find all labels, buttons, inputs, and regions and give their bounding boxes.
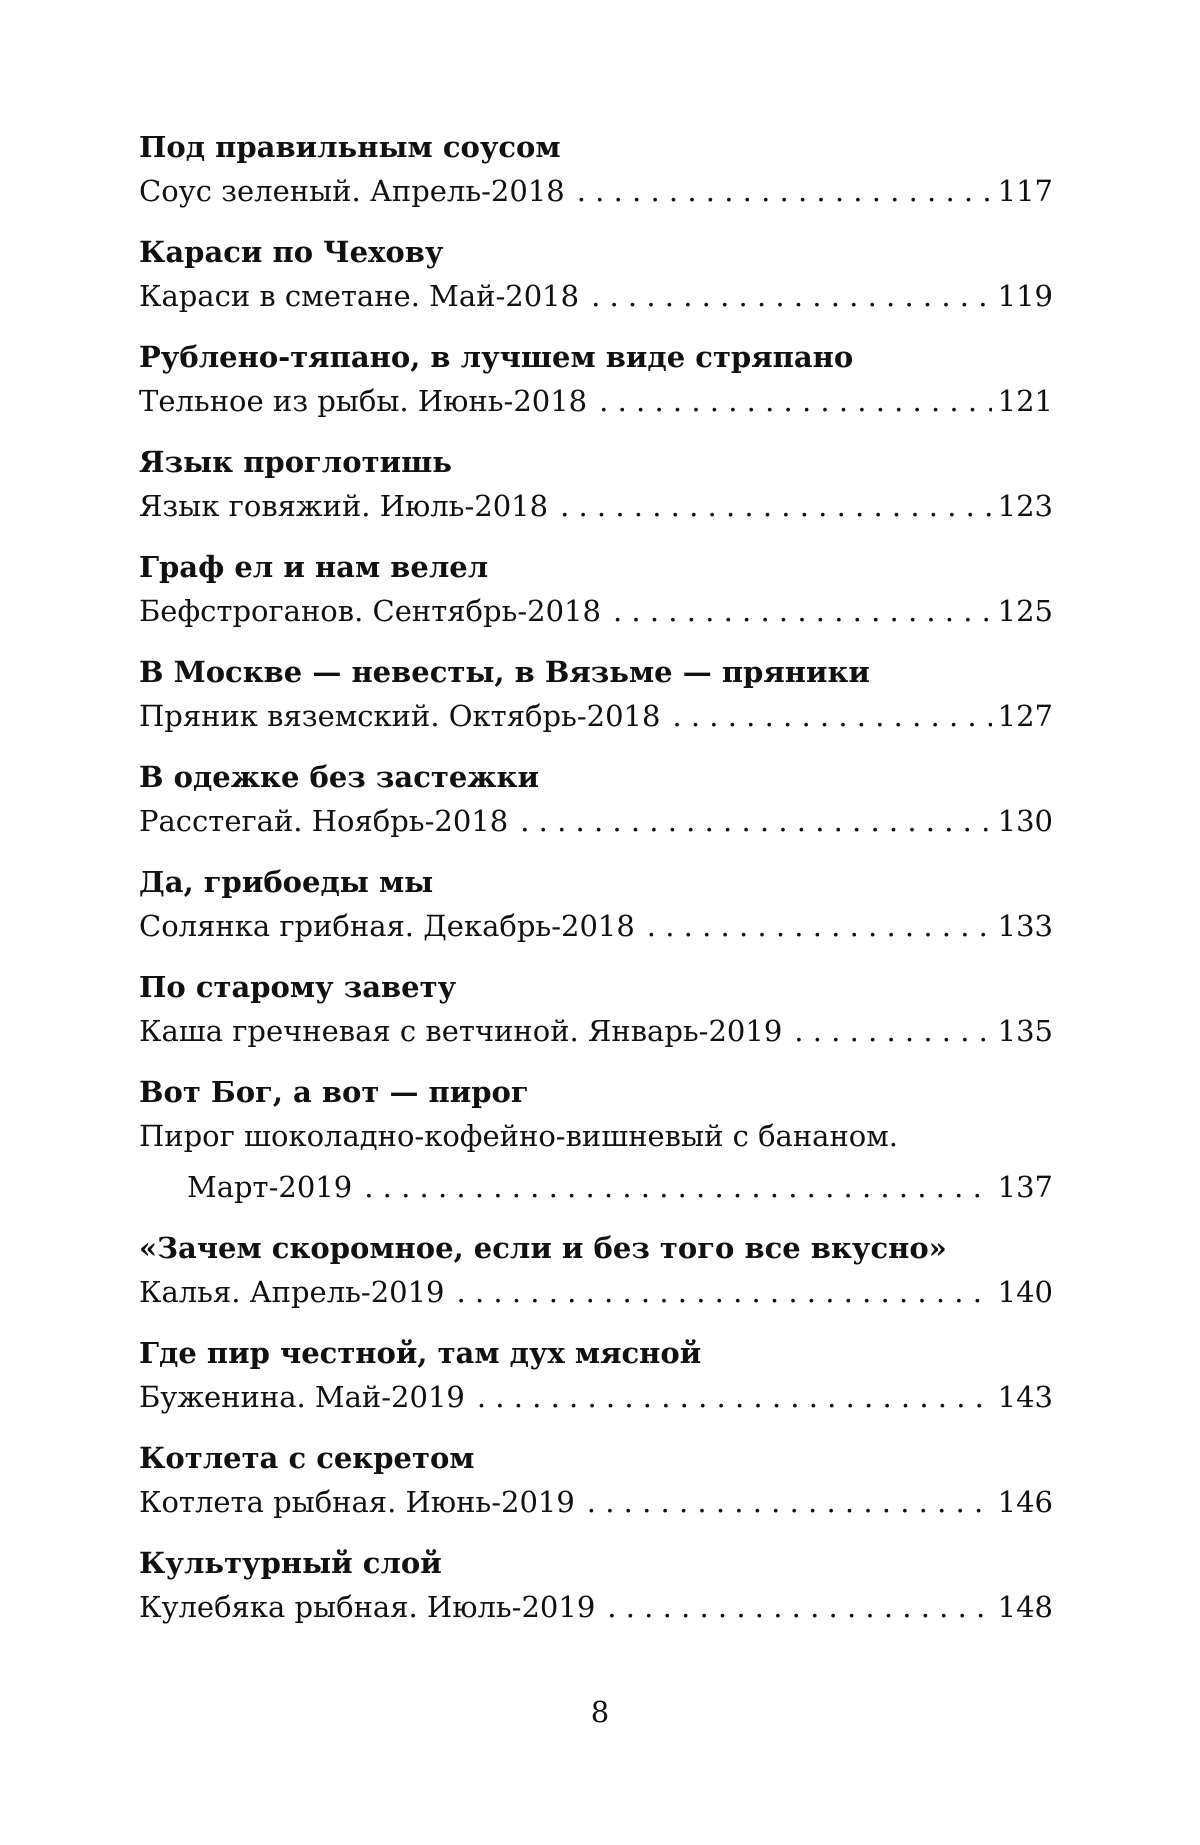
toc-line[interactable]: [139, 901, 1053, 952]
toc-page-number: 148: [997, 1590, 1053, 1624]
toc-entry: [139, 1439, 1053, 1528]
toc-line[interactable]: [139, 1372, 1053, 1423]
toc-line[interactable]: [139, 1267, 1053, 1318]
toc-heading: «Зачем скоромное, если и без того все вкусно»: [139, 1231, 947, 1265]
toc-heading: Граф ел и нам велел: [139, 550, 489, 584]
toc-entry: [139, 338, 1053, 427]
toc-title: Тельное из рыбы. Июнь-2018: [139, 384, 588, 418]
toc-line[interactable]: [139, 1477, 1053, 1528]
toc-title: Солянка грибная. Декабрь-2018: [139, 909, 635, 943]
toc-page-number: 137: [997, 1170, 1053, 1204]
toc-title: Караси в сметане. Май-2018: [139, 279, 580, 313]
toc-page-number: 146: [997, 1485, 1053, 1519]
dot-leader: [560, 481, 992, 532]
toc-page-number: 143: [997, 1380, 1053, 1414]
toc-title: Буженина. Май-2019: [139, 1380, 465, 1414]
toc-line[interactable]: [139, 481, 1053, 532]
toc-line[interactable]: [139, 691, 1053, 742]
dot-leader: [607, 1582, 991, 1633]
toc-entry: [139, 233, 1053, 322]
toc-heading: В Москве — невесты, в Вязьме — пряники: [139, 655, 870, 689]
toc-title: Расстегай. Ноябрь-2018: [139, 804, 509, 838]
toc-heading: Под правильным соусом: [139, 130, 561, 164]
toc-title: Язык говяжий. Июль-2018: [139, 489, 549, 523]
toc-title: Каша гречневая с ветчиной. Январь-2019: [139, 1014, 783, 1048]
toc-heading: Караси по Чехову: [139, 235, 444, 269]
dot-leader: [457, 1267, 992, 1318]
toc-entry: [139, 548, 1053, 637]
page-number: 8: [590, 1695, 610, 1729]
toc-title: Соус зеленый. Апрель-2018: [139, 174, 565, 208]
toc-heading: По старому завету: [139, 970, 457, 1004]
dot-leader: [587, 1477, 992, 1528]
toc-page-number: 130: [997, 804, 1053, 838]
dot-leader: [599, 376, 992, 427]
dot-leader: [613, 586, 992, 637]
dot-leader: [477, 1372, 992, 1423]
toc-entry: [139, 968, 1053, 1057]
dot-leader: [591, 271, 992, 322]
toc-heading: В одежке без застежки: [139, 760, 540, 794]
toc-page-number: 140: [997, 1275, 1053, 1309]
toc-line[interactable]: [139, 796, 1053, 847]
dot-leader: [647, 901, 992, 952]
dot-leader: [672, 691, 991, 742]
toc-page-number: 117: [997, 174, 1053, 208]
toc-entry: [139, 128, 1053, 217]
toc-heading: Где пир честной, там дух мясной: [139, 1336, 702, 1370]
toc-heading: Да, грибоеды мы: [139, 865, 434, 899]
toc-line[interactable]: [139, 1006, 1053, 1057]
toc-title: Кулебяка рыбная. Июль-2019: [139, 1590, 596, 1624]
toc-line[interactable]: [139, 376, 1053, 427]
toc-page-number: 123: [997, 489, 1053, 523]
toc-line[interactable]: [139, 271, 1053, 322]
toc-entry: [139, 653, 1053, 742]
toc-entry: [139, 863, 1053, 952]
toc-heading: Культурный слой: [139, 1546, 442, 1580]
toc-entry: [139, 1334, 1053, 1423]
toc-entry: [139, 443, 1053, 532]
dot-leader: [364, 1162, 991, 1213]
toc-title: Пряник вяземский. Октябрь-2018: [139, 699, 661, 733]
table-of-contents: [139, 128, 1053, 1633]
toc-entry: [139, 1229, 1053, 1318]
toc-page-number: 135: [997, 1014, 1053, 1048]
toc-page-number: 133: [997, 909, 1053, 943]
toc-heading: Язык проглотишь: [139, 445, 452, 479]
toc-entry: [139, 1073, 1053, 1213]
toc-title: Март-2019: [187, 1170, 353, 1204]
toc-heading: Рублено-тяпано, в лучшем виде стряпано: [139, 340, 854, 374]
toc-title: Бефстроганов. Сентябрь-2018: [139, 594, 601, 628]
toc-entry: [139, 1544, 1053, 1633]
toc-page-number: 119: [997, 279, 1053, 313]
dot-leader: [794, 1006, 991, 1057]
dot-leader: [520, 796, 991, 847]
toc-heading: Котлета с секретом: [139, 1441, 475, 1475]
toc-title: Калья. Апрель-2019: [139, 1275, 445, 1309]
toc-line[interactable]: [139, 1582, 1053, 1633]
toc-line[interactable]: [139, 1162, 1053, 1213]
dot-leader: [577, 166, 992, 217]
toc-title-first-line: Пирог шоколадно-кофейно-вишневый с бананом.: [139, 1119, 899, 1153]
toc-page-number: 121: [997, 384, 1053, 418]
toc-title: Котлета рыбная. Июнь-2019: [139, 1485, 575, 1519]
toc-page-number: 127: [997, 699, 1053, 733]
toc-line[interactable]: [139, 166, 1053, 217]
toc-page-number: 125: [997, 594, 1053, 628]
toc-line[interactable]: [139, 586, 1053, 637]
toc-heading: Вот Бог, а вот — пирог: [139, 1075, 529, 1109]
toc-entry: [139, 758, 1053, 847]
